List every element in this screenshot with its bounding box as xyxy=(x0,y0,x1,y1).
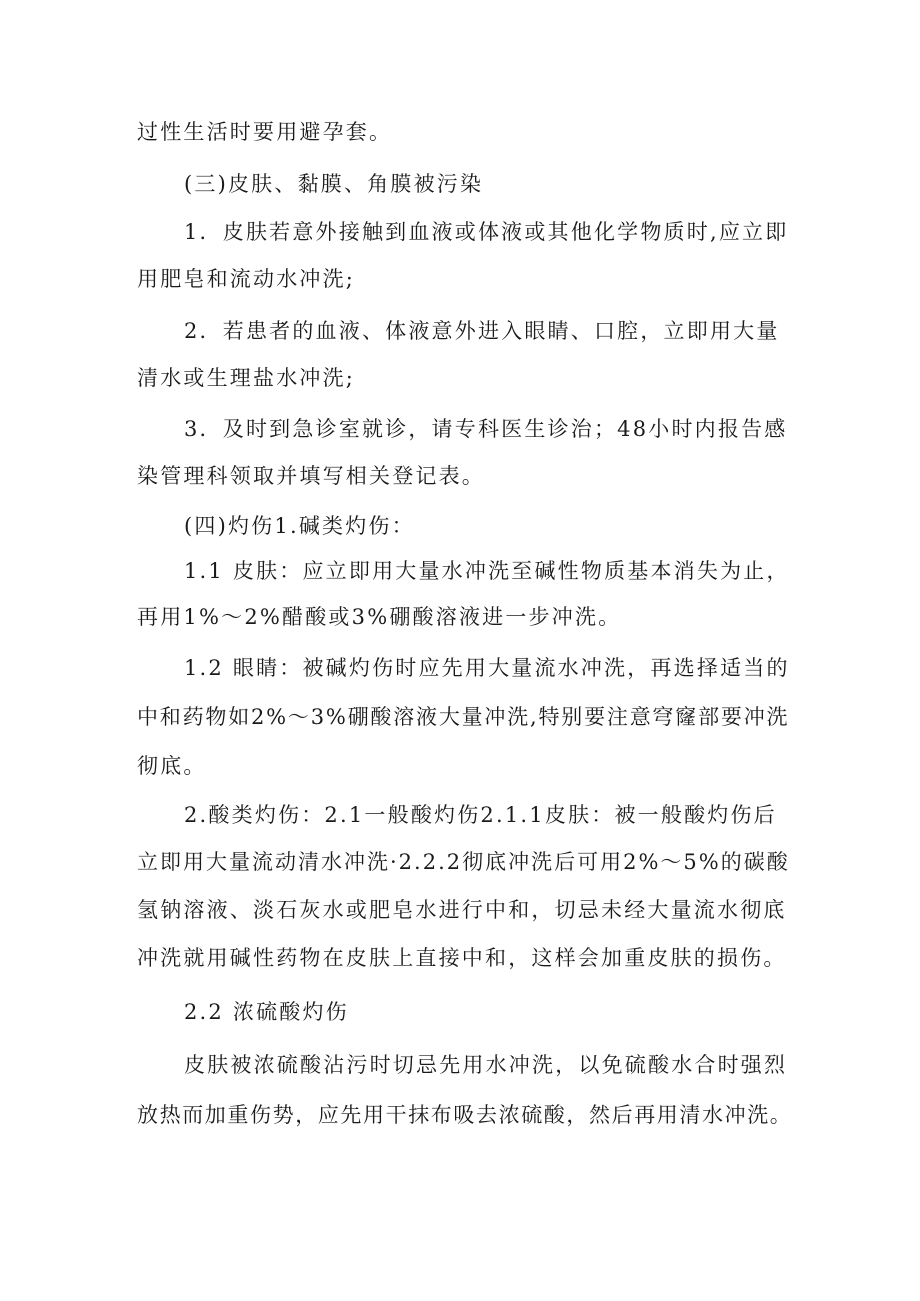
text-line: 2.酸类灼伤：2.1一般酸灼伤2.1.1皮肤：被一般酸灼伤后 xyxy=(184,803,777,827)
text-line: 用肥皂和流动水冲洗; xyxy=(137,267,356,291)
text-line: 1．皮肤若意外接触到血液或体液或其他化学物质时,应立即 xyxy=(184,220,789,244)
text-line: 放热而加重伤势，应先用干抹布吸去浓硫酸，然后再用清水冲洗。 xyxy=(137,1103,793,1127)
text-line: 氢钠溶液、淡石灰水或肥皂水进行中和，切忌未经大量流水彻底 xyxy=(137,898,787,922)
text-line: 染管理科领取并填写相关登记表。 xyxy=(137,464,485,488)
section-heading: (三)皮肤、黏膜、角膜被污染 xyxy=(184,172,484,196)
text-line: 1.2 眼睛：被碱灼伤时应先用大量流水冲洗，再选择适当的 xyxy=(184,656,790,680)
text-line: 再用1%～2%醋酸或3%硼酸溶液进一步冲洗。 xyxy=(137,605,622,629)
section-heading: (四)灼伤1.碱类灼伤： xyxy=(184,514,415,538)
text-line: 清水或生理盐水冲洗; xyxy=(137,366,356,390)
text-line: 过性生活时要用避孕套。 xyxy=(137,120,393,144)
text-line: 中和药物如2%～3%硼酸溶液大量冲洗,特别要注意穹窿部要冲洗 xyxy=(137,705,790,729)
text-line: 冲洗就用碱性药物在皮肤上直接中和，这样会加重皮肤的损伤。 xyxy=(137,946,787,970)
section-heading: 2.2 浓硫酸灼伤 xyxy=(184,1000,349,1024)
text-line: 立即用大量流动清水冲洗·2.2.2彻底冲洗后可用2%～5%的碳酸 xyxy=(137,850,790,874)
text-line: 1.1 皮肤：应立即用大量水冲洗至碱性物质基本消失为止， xyxy=(184,559,790,583)
text-line: 3．及时到急诊室就诊，请专科医生诊治；48小时内报告感 xyxy=(184,417,788,441)
text-line: 2．若患者的血液、体液意外进入眼睛、口腔，立即用大量 xyxy=(184,319,780,343)
text-line: 彻底。 xyxy=(137,754,207,778)
text-line: 皮肤被浓硫酸沾污时切忌先用水冲洗，以免硫酸水合时强烈 xyxy=(184,1053,788,1077)
